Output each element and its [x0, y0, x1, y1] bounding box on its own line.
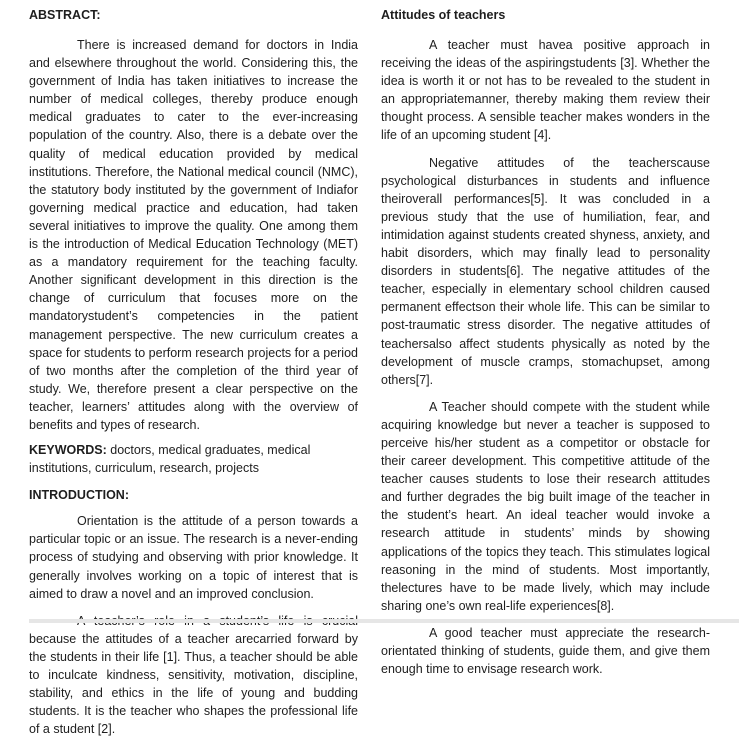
abstract-heading: ABSTRACT: [29, 8, 101, 22]
attitudes-paragraph-2: Negative attitudes of the teacherscause psychological disturbances in students and influence theiroverall performances[5]. It was concluded in a previous study that the use of humiliation, fear, and intimidation against students created shyness, anxiety, and habit disorders, which may finally lead to personality disorders in students[6]. The negative attitudes of the teacher, especially in elementary school children caused permanent effectson their whole life. This can be similar to post-traumatic stress disorder. The negative attitudes of teachersalso affect students physically as noted by the development of muscle cramps, stomachupset, among others[7]. [381, 155, 710, 387]
keywords-line [29, 441, 358, 477]
attitudes-paragraph-4: A good teacher must appreciate the research-orientated thinking of students, guide them, and give them enough time to envisage research work. [381, 625, 710, 677]
attitudes-paragraph-1: A teacher must havea positive approach in receiving the ideas of the aspiringstudents [3]. Whether the idea is worth it or not has to be revealed to the student in an appropriatemanner, thereby making them review their thought process. A sensible teacher makes wonders in the life of an upcoming student [4]. [381, 38, 710, 143]
keywords-text: doctors, medical graduates, medical institutions, curriculum, research, projects [29, 443, 311, 476]
introduction-paragraph-2: because the attitudes of a teacher arecarried forward by the students in their life [1]. Thus, a teacher should be able to inculcate kindness, sensitivity, motivation, discipline, stability, and ethics in the life of young and budding students. It is the teacher who shapes the professional life of a student [2]. [29, 631, 358, 737]
introduction-paragraph-1: Orientation is the attitude of a person towards a particular topic or an issue. The research is a never-ending process of studying and observing with prior knowledge. It generally involves working on a topic of interest that is aimed to draw a novel and an improved conclusion. [29, 514, 358, 601]
left-column [29, 6, 358, 738]
attitudes-paragraph-3: A Teacher should compete with the student while acquiring knowledge but never a teacher is supposed to perceive his/her student as a competitor or obstacle for their career development. This competitive attitude of the teacher causes students to lose their research attitudes and further degrades the big built image of the teacher in the student’s heart. An ideal teacher would invoke a research attitude in students’ minds by showing applications of the topics they teach. This stimulates logical reasoning in the mind of students. Most importantly, thelectures have to be made lively, which may include sharing one’s own real-life experiences[8]. [381, 399, 710, 613]
introduction-heading: INTRODUCTION: [29, 488, 129, 503]
abstract-body: There is increased demand for doctors in India and elsewhere throughout the world. Considering this, the government of India has taken initiatives to increase the number of medical colleges, thereby produce enough medical graduates to cater to the ever-increasing population of the country. Also, there is a debate over the quality of medical education provided by medical institutions. Therefore, the National medical council (NMC), the statutory body instituted by the government of Indiafor governing medical practice and education, had taken several initiatives to improve the quality. One among them is the introduction of Medical Education Technology (MET) as a mandatory requirement for the teaching faculty. Another significant development in this direction is the change of curriculum that focuses more on the mandatorystudent’s competencies in the patient management perspective. The new curriculum creates a space for students to perform research projects for a period of two months after the completion of the third year of study. We, therefore present a clear perspective on the teacher, learners’ attitudes along with the overview of benefits and types of research. [29, 38, 358, 432]
right-column [381, 6, 710, 678]
page-bottom-divider [29, 619, 739, 623]
attitudes-heading: Attitudes of teachers [381, 8, 506, 22]
keywords-label: KEYWORDS: [29, 443, 107, 458]
